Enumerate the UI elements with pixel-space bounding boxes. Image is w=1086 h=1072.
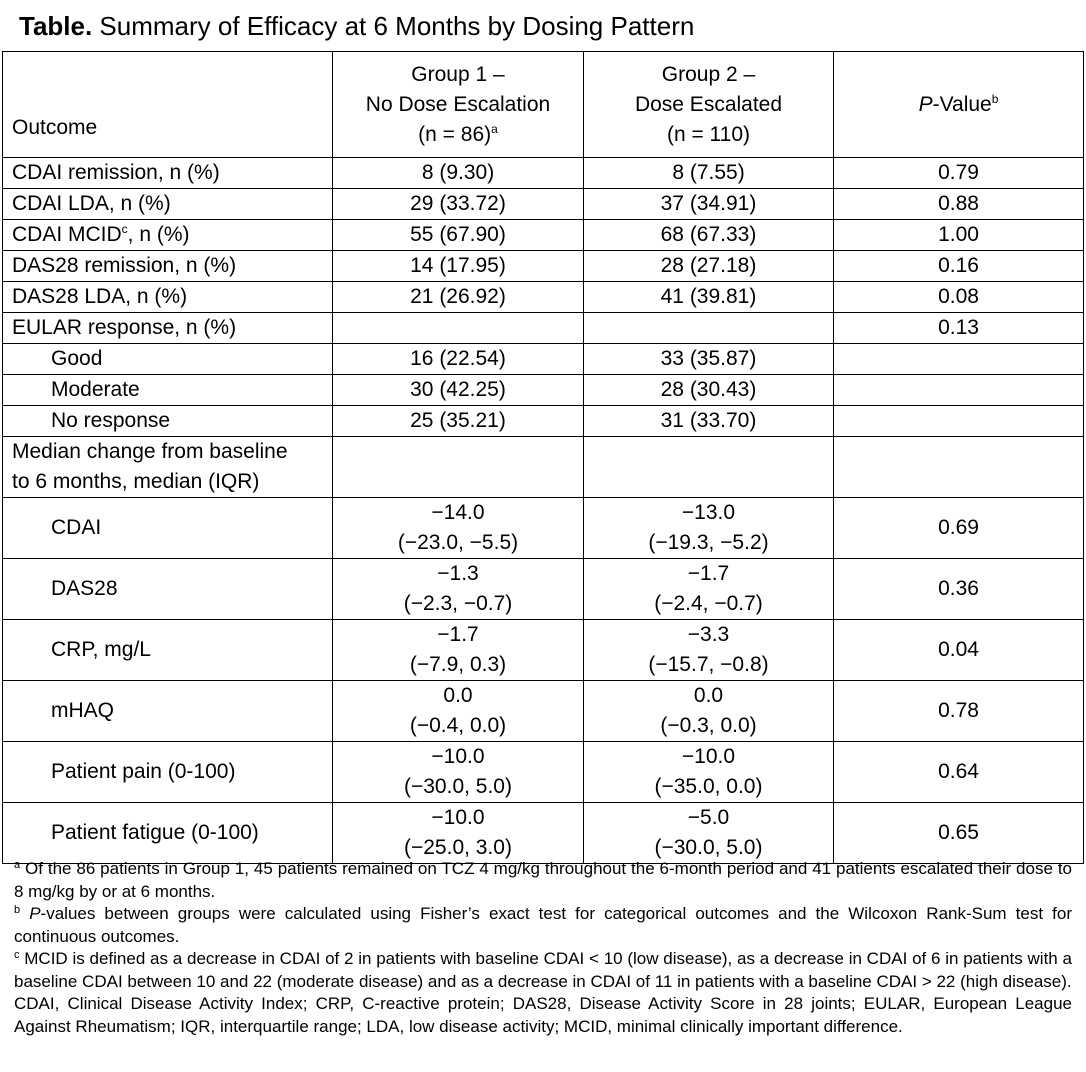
row-label: CDAI LDA, n (%) [3,189,333,220]
row-label: mHAQ [3,681,333,742]
group1-value [333,803,584,864]
row-label-text: CDAI MCID [12,223,122,246]
table-row [3,681,1084,742]
row-label: Patient pain (0-100) [3,742,333,803]
row-label: CDAI [3,498,333,559]
group2-median: −1.7 [687,562,730,585]
row-label-suffix: , n (%) [127,223,190,246]
footnote-c-marker: c [121,222,128,236]
footnote-a-text: Of the 86 patients in Group 1, 45 patients remained on TCZ 4 mg/kg throughout the 6-month period and 41 patients escalated their dose to 8 mg/kg by or at 6 months. [14,859,1072,901]
table-row [3,559,1084,620]
table-row [3,158,1084,189]
row-label: EULAR response, n (%) [3,313,333,344]
p-value: 0.16 [834,251,1084,282]
group1-median: −10.0 [431,745,485,768]
table-row [3,251,1084,282]
group2-value [584,498,834,559]
group2-value [584,681,834,742]
header-group1-line3: (n = 86) [418,122,492,146]
header-group1-line2: No Dose Escalation [365,92,551,116]
header-group2-line1: Group 2 – [661,62,756,86]
footnotes [14,858,1072,1038]
header-group2-line3: (n = 110) [666,122,751,146]
group1-value [333,313,584,344]
group2-median: −13.0 [681,501,736,524]
group2-value: 31 (33.70) [584,406,834,437]
footnote-b-sup: b [14,904,21,916]
footnote-a-marker: a [491,121,498,136]
table-row [3,282,1084,313]
footnote-b [14,903,1072,948]
header-pvalue [834,52,1084,158]
header-group1-line1: Group 1 – [411,62,505,86]
pvalue-rest: -Value [932,92,992,116]
header-outcome: Outcome [3,52,333,158]
group2-iqr: (−2.4, −0.7) [654,592,763,615]
group1-value: 14 (17.95) [333,251,584,282]
p-value [834,406,1084,437]
group2-median: −3.3 [687,623,730,646]
footnote-c [14,948,1072,993]
group1-value: 55 (67.90) [333,220,584,251]
group2-value [584,803,834,864]
group1-value: 21 (26.92) [333,282,584,313]
row-label: DAS28 [3,559,333,620]
table-row [3,498,1084,559]
row-label: Moderate [3,375,333,406]
p-value: 0.78 [834,681,1084,742]
group2-value: 41 (39.81) [584,282,834,313]
group1-value: 25 (35.21) [333,406,584,437]
footnote-a [14,858,1072,903]
table-row [3,313,1084,344]
header-row [3,52,1084,158]
group1-value [333,498,584,559]
group1-value [333,742,584,803]
row-label: DAS28 remission, n (%) [3,251,333,282]
group1-value [333,681,584,742]
group1-value [333,620,584,681]
table-row [3,375,1084,406]
group2-value: 37 (34.91) [584,189,834,220]
title-bold: Table. [19,11,93,41]
pvalue-italic: P [918,92,933,116]
group2-value: 28 (30.43) [584,375,834,406]
p-value: 0.36 [834,559,1084,620]
header-group2 [584,52,834,158]
group1-value: 29 (33.72) [333,189,584,220]
p-value: 0.64 [834,742,1084,803]
p-value: 0.04 [834,620,1084,681]
group1-value: 16 (22.54) [333,344,584,375]
group1-value [333,437,584,498]
table-row [3,437,1084,498]
group2-median: −5.0 [687,806,730,829]
table-row [3,406,1084,437]
title-text: Summary of Efficacy at 6 Months by Dosing Pattern [92,11,695,41]
group1-value [333,559,584,620]
group2-median: −10.0 [681,745,736,768]
header-group1 [333,52,584,158]
table-row [3,189,1084,220]
table-row [3,344,1084,375]
group2-iqr: (−0.3, 0.0) [660,714,757,737]
group1-iqr: (−23.0, −5.5) [397,531,519,554]
footnote-c-text: MCID is defined as a decrease in CDAI of 2 in patients with baseline CDAI < 10 (low disease), as a decrease in CDAI of 6 in patients with a baseline CDAI between 10 and 22 (moderate disease) and as a decrease in CDAI of 11 in patients with a baseline CDAI > 22 (high disease). [14,949,1072,991]
p-value [834,344,1084,375]
row-label: CRP, mg/L [3,620,333,681]
p-value: 0.88 [834,189,1084,220]
group2-value [584,313,834,344]
group2-iqr: (−19.3, −5.2) [648,531,769,554]
p-value: 0.65 [834,803,1084,864]
group1-median: −14.0 [431,501,485,524]
section-label-line1: Median change from baseline [12,440,288,463]
efficacy-table [2,51,1084,864]
p-value: 0.79 [834,158,1084,189]
p-value [834,437,1084,498]
group1-iqr: (−25.0, 3.0) [404,836,512,859]
group2-median: 0.0 [693,684,724,707]
table-row [3,742,1084,803]
group2-value [584,742,834,803]
row-label: CDAI remission, n (%) [3,158,333,189]
group2-value: 8 (7.55) [584,158,834,189]
footnote-a-sup: a [14,859,21,871]
p-value: 0.69 [834,498,1084,559]
group1-iqr: (−0.4, 0.0) [409,714,507,737]
table-row [3,803,1084,864]
footnote-b-italic: P [29,904,41,923]
row-label: Good [3,344,333,375]
table-row [3,220,1084,251]
group2-value: 33 (35.87) [584,344,834,375]
p-value: 1.00 [834,220,1084,251]
group1-median: −1.7 [437,623,479,646]
footnote-b-text: -values between groups were calculated using Fisher’s exact test for categorical outcomes and the Wilcoxon Rank-Sum test for continuous outcomes. [14,904,1072,946]
group2-value [584,620,834,681]
p-value: 0.13 [834,313,1084,344]
p-value: 0.08 [834,282,1084,313]
group1-median: −1.3 [437,562,479,585]
group2-iqr: (−35.0, 0.0) [654,775,763,798]
group1-iqr: (−30.0, 5.0) [404,775,512,798]
group2-iqr: (−15.7, −0.8) [648,653,769,676]
group1-value: 8 (9.30) [333,158,584,189]
row-label: DAS28 LDA, n (%) [3,282,333,313]
section-label-line2: to 6 months, median (IQR) [12,470,260,493]
row-label: Patient fatigue (0-100) [3,803,333,864]
table-row [3,620,1084,681]
group2-value: 68 (67.33) [584,220,834,251]
table-title [19,8,694,44]
footnote-b-marker: b [991,91,999,106]
p-value [834,375,1084,406]
group1-median: −10.0 [431,806,485,829]
group1-value: 30 (42.25) [333,375,584,406]
group2-value [584,559,834,620]
group2-value [584,437,834,498]
section-label [3,437,333,498]
group1-median: 0.0 [443,684,473,707]
footnote-c-sup: c [14,949,20,961]
group2-iqr: (−30.0, 5.0) [654,836,763,859]
group2-value: 28 (27.18) [584,251,834,282]
row-label [3,220,333,251]
group1-iqr: (−7.9, 0.3) [409,653,507,676]
group1-iqr: (−2.3, −0.7) [403,592,513,615]
abbreviations: CDAI, Clinical Disease Activity Index; CRP, C-reactive protein; DAS28, Disease Activity Score in 28 joints; EULAR, European League Against Rheumatism; IQR, interquartile range; LDA, low disease activity; MCID, minimal clinically important difference. [14,994,1072,1036]
header-group2-line2: Dose Escalated [634,92,783,116]
row-label: No response [3,406,333,437]
